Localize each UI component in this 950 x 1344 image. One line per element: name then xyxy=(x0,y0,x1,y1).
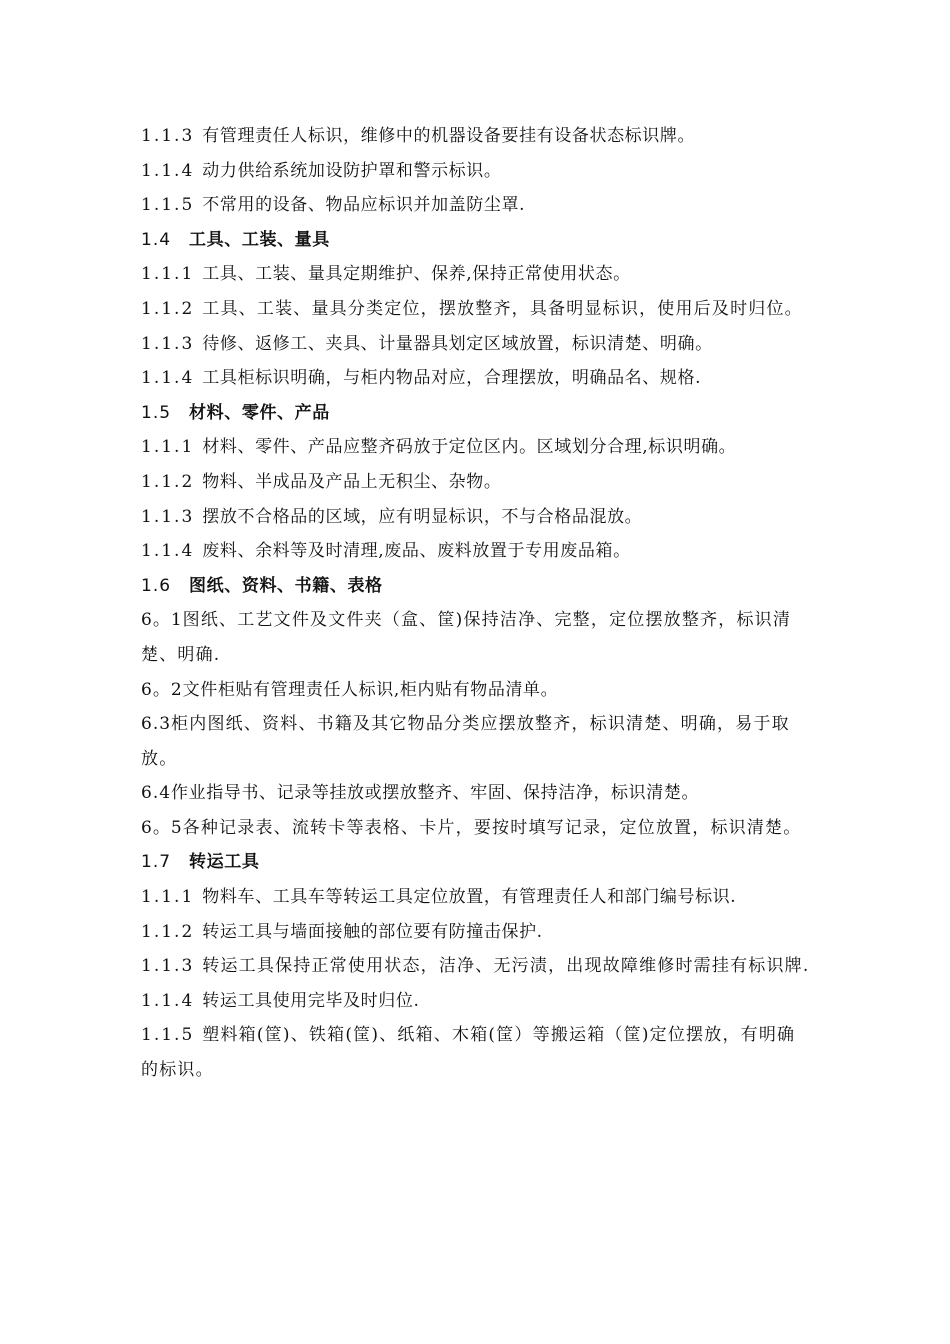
clause-text: 图纸、工艺文件及文件夹（盒、筐)保持洁净、完整，定位摆放整齐，标识清楚、明确. xyxy=(141,610,792,665)
clause-1-1-5-equipment xyxy=(141,188,811,223)
clause-text: 工具、工装、量具定期维护、保养,保持正常使用状态。 xyxy=(202,264,631,285)
clause-text: 各种记录表、流转卡等表格、卡片，要按时填写记录，定位放置，标识清楚。 xyxy=(182,817,802,838)
clause-materials-2 xyxy=(141,465,811,500)
clause-transport-5 xyxy=(141,1018,811,1087)
clause-number: 1.1.5 xyxy=(141,195,195,216)
clause-number: 1.1.4 xyxy=(141,541,195,562)
clause-number: 6。1 xyxy=(141,610,183,631)
clause-text: 工具、工装、量具分类定位，摆放整齐，具备明显标识，使用后及时归位。 xyxy=(202,298,803,319)
section-number: 1.4 xyxy=(141,229,172,250)
clause-number: 1.1.1 xyxy=(141,887,195,908)
clause-text: 转运工具保持正常使用状态，洁净、无污渍，出现故障维修时需挂有标识牌. xyxy=(202,956,810,977)
clause-text: 有管理责任人标识，维修中的机器设备要挂有设备状态标识牌。 xyxy=(202,126,696,146)
clause-number: 1.1.3 xyxy=(141,956,195,977)
clause-number: 1.1.3 xyxy=(141,126,195,146)
clause-text: 物料车、工具车等转运工具定位放置，有管理责任人和部门编号标识. xyxy=(202,887,737,908)
clause-number: 1.1.4 xyxy=(141,990,195,1011)
clause-transport-4 xyxy=(141,984,811,1019)
clause-number: 6.4 xyxy=(141,783,172,804)
clause-number: 1.1.3 xyxy=(141,506,195,527)
clause-transport-2 xyxy=(141,915,811,950)
clause-number: 1.1.4 xyxy=(141,160,195,181)
section-heading-materials xyxy=(141,396,811,431)
section-title: 转运工具 xyxy=(189,852,260,873)
section-number: 1.6 xyxy=(141,575,172,596)
clause-text: 文件柜贴有管理责任人标识,柜内贴有物品清单。 xyxy=(182,679,559,700)
clause-number: 1.1.4 xyxy=(141,368,195,389)
clause-text: 动力供给系统加设防护罩和警示标识。 xyxy=(202,160,502,181)
clause-text: 转运工具使用完毕及时归位. xyxy=(202,990,420,1011)
clause-1-1-4-equipment xyxy=(141,154,811,189)
clause-text: 工具柜标识明确，与柜内物品对应，合理摆放，明确品名、规格. xyxy=(202,368,702,389)
clause-text: 物料、半成品及产品上无积尘、杂物。 xyxy=(202,471,502,492)
clause-number: 1.1.3 xyxy=(141,333,195,354)
clause-text: 不常用的设备、物品应标识并加盖防尘罩. xyxy=(202,195,526,216)
clause-text: 转运工具与墙面接触的部位要有防撞击保护. xyxy=(202,921,543,942)
clause-1-1-3-equipment xyxy=(141,119,811,154)
clause-number: 1.1.1 xyxy=(141,264,195,285)
clause-number: 1.1.2 xyxy=(141,471,195,492)
section-title: 材料、零件、产品 xyxy=(189,402,330,423)
clause-text: 柜内图纸、资料、书籍及其它物品分类应摆放整齐，标识清楚、明确，易于取放。 xyxy=(141,714,790,769)
clause-documents-5 xyxy=(141,811,811,846)
clause-transport-3 xyxy=(141,949,811,984)
clause-tools-2 xyxy=(141,292,811,327)
clause-text: 塑料箱(筐)、铁箱(筐)、纸箱、木箱(筐）等搬运箱（筐)定位摆放，有明确的标识。 xyxy=(141,1025,796,1081)
clause-number: 1.1.1 xyxy=(141,437,195,458)
clause-tools-3 xyxy=(141,327,811,362)
clause-text: 废料、余料等及时清理,废品、废料放置于专用废品箱。 xyxy=(202,541,631,562)
section-title: 图纸、资料、书籍、表格 xyxy=(189,575,383,596)
clause-number: 1.1.2 xyxy=(141,921,195,942)
clause-number: 1.1.2 xyxy=(141,298,195,319)
clause-materials-1 xyxy=(141,430,811,465)
clause-text: 材料、零件、产品应整齐码放于定位区内。区域划分合理,标识明确。 xyxy=(202,437,737,458)
clause-text: 待修、返修工、夹具、计量器具划定区域放置，标识清楚、明确。 xyxy=(202,333,713,354)
clause-documents-1 xyxy=(141,603,811,672)
section-number: 1.7 xyxy=(141,852,172,873)
clause-materials-3 xyxy=(141,500,811,535)
clause-materials-4 xyxy=(141,534,811,569)
clause-number: 1.1.5 xyxy=(141,1025,195,1046)
section-heading-tools xyxy=(141,223,811,258)
clause-documents-4 xyxy=(141,776,811,811)
clause-text: 作业指导书、记录等挂放或摆放整齐、牢固、保持洁净，标识清楚。 xyxy=(171,783,700,804)
clause-tools-1 xyxy=(141,257,811,292)
section-title: 工具、工装、量具 xyxy=(189,229,330,250)
clause-documents-3 xyxy=(141,707,811,776)
clause-tools-4 xyxy=(141,361,811,396)
section-heading-transport xyxy=(141,845,811,880)
clause-number: 6。2 xyxy=(141,679,183,700)
clause-text: 摆放不合格品的区域，应有明显标识，不与合格品混放。 xyxy=(202,506,643,527)
clause-number: 6.3 xyxy=(141,714,172,735)
clause-documents-2 xyxy=(141,673,811,708)
clause-number: 6。5 xyxy=(141,817,183,838)
document-body xyxy=(141,119,811,1088)
clause-transport-1 xyxy=(141,880,811,915)
section-number: 1.5 xyxy=(141,402,172,423)
section-heading-documents xyxy=(141,569,811,604)
